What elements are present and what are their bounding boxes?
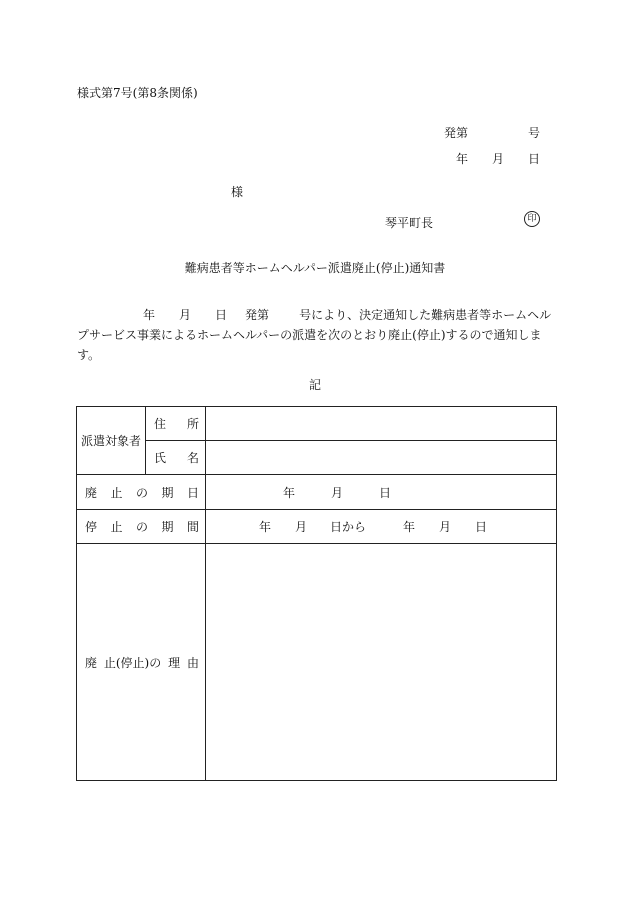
body-year: 年 — [143, 308, 156, 322]
name-value-cell[interactable] — [206, 441, 557, 475]
suspend-period-label: 停 止 の 期 間 — [77, 510, 206, 544]
document-title: 難病患者等ホームヘルパー派遣廃止(停止)通知書 — [184, 261, 446, 275]
issuer-name: 琴平町長 — [385, 216, 434, 230]
suspend-from-month: 月 — [295, 520, 308, 534]
abolish-year: 年 — [283, 485, 296, 500]
body-day: 日 — [215, 308, 228, 322]
abolish-date-cell[interactable] — [206, 475, 557, 510]
suspend-period-row — [77, 510, 557, 544]
issue-day: 日 — [528, 152, 541, 166]
address-value-cell[interactable] — [206, 407, 557, 441]
body-paragraph — [77, 305, 557, 365]
seal-mark: 印 — [524, 211, 540, 227]
reason-row — [77, 544, 557, 781]
address-label: 住 所 — [146, 407, 206, 441]
suspend-from-day: 日から — [330, 520, 367, 534]
name-row — [77, 441, 557, 475]
issue-year: 年 — [456, 152, 469, 166]
abolish-date-label: 廃 止 の 期 日 — [77, 475, 206, 510]
abolish-date-row — [77, 475, 557, 510]
body-issue-prefix: 発第 — [245, 308, 270, 322]
notice-table — [76, 406, 557, 781]
suspend-period-cell[interactable] — [206, 510, 557, 544]
addressee-suffix: 様 — [231, 185, 244, 199]
suspend-to-year: 年 — [403, 520, 416, 534]
abolish-day: 日 — [379, 485, 392, 500]
suspend-to-month: 月 — [439, 520, 452, 534]
issue-number-prefix: 発第 — [444, 126, 469, 140]
suspend-to-day: 日 — [475, 520, 488, 534]
address-row — [77, 407, 557, 441]
issue-date — [456, 150, 540, 167]
body-month: 月 — [179, 308, 192, 322]
reason-label: 廃 止(停止)の 理 由 — [77, 544, 206, 781]
issue-number-suffix: 号 — [528, 126, 541, 140]
form-number: 様式第7号(第8条関係) — [77, 86, 198, 100]
suspend-from-year: 年 — [259, 520, 272, 534]
ki-heading: 記 — [308, 378, 321, 392]
reason-cell[interactable] — [206, 544, 557, 781]
target-person-label: 派遣対象者 — [77, 407, 146, 475]
body-text: 号により、決定通知した難病患者等ホームヘルプサービス事業によるホームヘルパーの派遣を次のとおり廃止(停止)するので通知します。 — [77, 308, 552, 362]
abolish-month: 月 — [331, 485, 344, 500]
name-label: 氏 名 — [146, 441, 206, 475]
issue-month: 月 — [492, 152, 505, 166]
